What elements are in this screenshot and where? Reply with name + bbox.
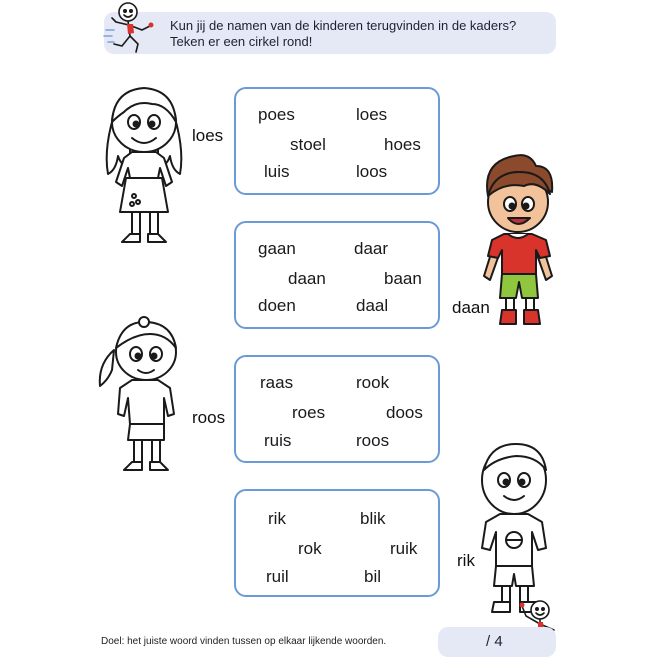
word[interactable]: daan — [288, 269, 326, 288]
word[interactable]: rik — [268, 509, 286, 528]
girl-roos-illustration — [94, 314, 190, 480]
word[interactable]: blik — [360, 509, 386, 528]
word[interactable]: ruik — [390, 539, 418, 558]
girl-loes-illustration — [96, 82, 192, 252]
page-number-badge — [438, 627, 556, 657]
word-box-3 — [234, 355, 440, 463]
word[interactable]: ruis — [264, 431, 292, 450]
word[interactable]: daal — [356, 296, 389, 315]
word[interactable]: poes — [258, 105, 295, 124]
boy-rik-illustration — [470, 436, 560, 620]
word[interactable]: hoes — [384, 135, 421, 154]
word[interactable]: doen — [258, 296, 296, 315]
word-box-2 — [234, 221, 440, 329]
page-number: / 4 — [486, 633, 503, 650]
word[interactable]: raas — [260, 373, 294, 392]
instruction-line-2: Teken er een cirkel rond! — [170, 34, 313, 49]
word[interactable]: roos — [356, 431, 390, 450]
word[interactable]: stoel — [290, 135, 326, 154]
word[interactable]: gaan — [258, 239, 296, 258]
word[interactable]: bil — [364, 567, 382, 586]
instruction-text — [170, 18, 516, 50]
word[interactable]: ruil — [266, 567, 289, 586]
word[interactable]: loos — [356, 162, 388, 181]
instruction-line-1: Kun jij de namen van de kinderen terugvinden in de kaders? — [170, 18, 517, 33]
word[interactable]: baan — [384, 269, 422, 288]
boy-daan-illustration — [474, 152, 564, 332]
word[interactable]: doos — [386, 403, 423, 422]
word[interactable]: rok — [298, 539, 322, 558]
instruction-banner — [104, 12, 556, 54]
word-box-4 — [234, 489, 440, 597]
word[interactable]: daar — [354, 239, 389, 258]
footer-goal-text: Doel: het juiste woord vinden tussen op elkaar lijkende woorden. — [101, 636, 387, 647]
word-box-1 — [234, 87, 440, 195]
word[interactable]: luis — [264, 162, 290, 181]
word[interactable]: roes — [292, 403, 326, 422]
word[interactable]: rook — [356, 373, 390, 392]
running-mascot-icon — [100, 0, 164, 56]
kid-name-loes: loes — [192, 126, 224, 145]
kid-name-roos: roos — [192, 408, 226, 427]
word[interactable]: loes — [356, 105, 388, 124]
kid-name-rik: rik — [457, 551, 475, 570]
kid-name-daan: daan — [452, 298, 490, 317]
